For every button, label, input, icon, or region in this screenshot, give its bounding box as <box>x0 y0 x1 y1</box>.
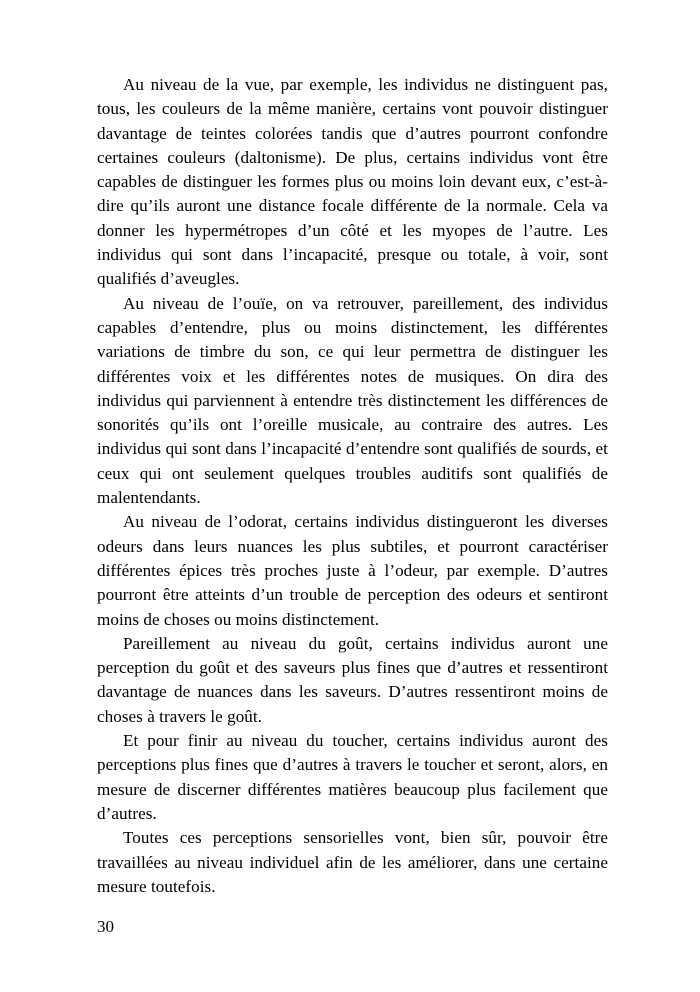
paragraph-conclusion: Toutes ces perceptions sensorielles vont, bien sûr, pouvoir être travaillées au niveau individuel afin de les améliorer, dans une certaine mesure toutefois. <box>97 828 608 896</box>
body-text-block <box>97 73 608 899</box>
paragraph-smell: Au niveau de l’odorat, certains individus distingueront les diverses odeurs dans leurs nuances les plus subtiles, et pourront caractériser différentes épices très proches juste à l’odeur, par exemple. D’autres pourront être atteints d’un trouble de perception des odeurs et sentiront moins de choses ou moins distinctement. <box>97 512 608 629</box>
paragraph-sight: Au niveau de la vue, par exemple, les individus ne distinguent pas, tous, les couleurs de la même manière, certains vont pouvoir distinguer davantage de teintes colorées tandis que d’autres pourront confondre certaines couleurs (daltonisme). De plus, certains individus vont être capables de distinguer les formes plus ou moins loin devant eux, c’est-à-dire qu’ils auront une distance focale différente de la normale. Cela va donner les hypermétropes d’un côté et les myopes de l’autre. Les individus qui sont dans l’incapacité, presque ou totale, à voir, sont qualifiés d’aveugles. <box>97 75 608 289</box>
page-number: 30 <box>97 917 115 936</box>
paragraph-taste: Pareillement au niveau du goût, certains individus auront une perception du goût et des saveurs plus fines que d’autres et ressentiront davantage de nuances dans les saveurs. D’autres ressentiront moins de choses à travers le goût. <box>97 633 608 726</box>
paragraph-touch: Et pour finir au niveau du toucher, certains individus auront des perceptions plus fines que d’autres à travers le toucher et seront, alors, en mesure de discerner différentes matières beaucoup plus facilement que d’autres. <box>97 731 608 823</box>
paragraph-hearing: Au niveau de l’ouïe, on va retrouver, pareillement, des individus capables d’entendre, plus ou moins distinctement, les différentes variations de timbre du son, ce qui leur permettra de distinguer les différentes voix et les différentes notes de musiques. On dira des individus qui parviennent à entendre très distinctement les différences de sonorités qu’ils ont l’oreille musicale, au contraire des autres. Les individus qui sont dans l’incapacité d’entendre sont qualifiés de sourds, et ceux qui ont seulement quelques troubles auditifs sont qualifiés de malentendants. <box>97 293 608 508</box>
